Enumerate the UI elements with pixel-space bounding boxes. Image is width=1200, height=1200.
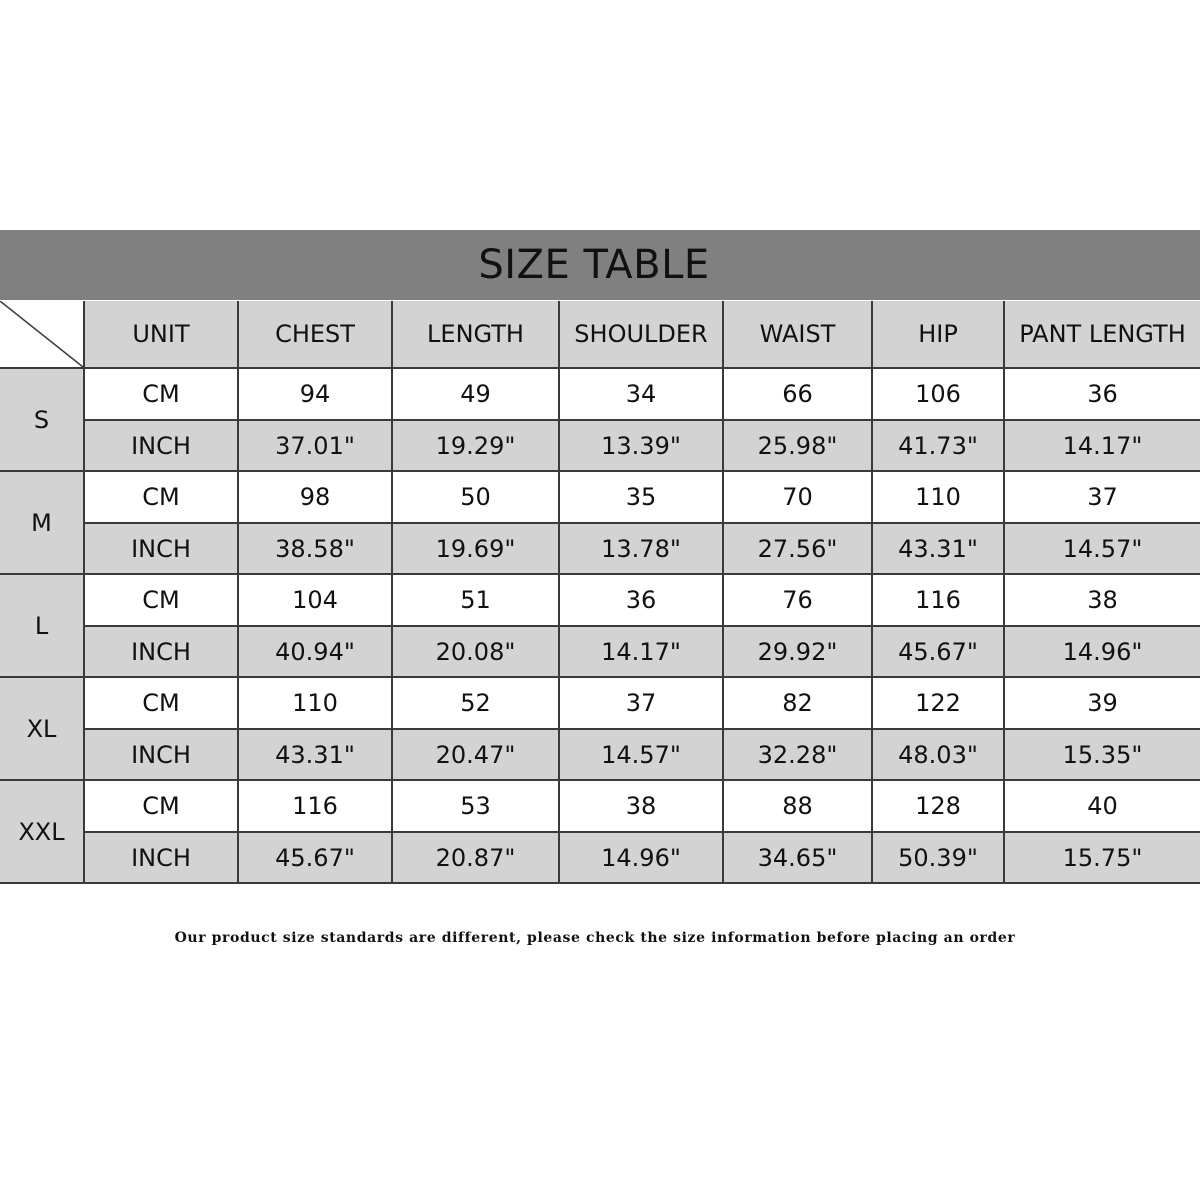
chest-cell: 40.94": [238, 626, 392, 677]
hip-cell: 50.39": [872, 832, 1004, 883]
waist-cell: 76: [723, 574, 872, 626]
hip-cell: 43.31": [872, 523, 1004, 574]
unit-cell: CM: [84, 574, 238, 626]
shoulder-cell: 13.39": [559, 420, 723, 471]
table-row: [0, 574, 1200, 626]
chest-cell: 116: [238, 780, 392, 832]
chest-cell: 43.31": [238, 729, 392, 780]
hip-cell: 122: [872, 677, 1004, 729]
table-row: [0, 729, 1200, 780]
table-row: [0, 677, 1200, 729]
length-cell: 20.08": [392, 626, 559, 677]
length-cell: 49: [392, 368, 559, 420]
length-cell: 51: [392, 574, 559, 626]
unit-cell: CM: [84, 471, 238, 523]
waist-cell: 32.28": [723, 729, 872, 780]
header-row: [0, 301, 1200, 368]
chest-cell: 110: [238, 677, 392, 729]
length-cell: 19.69": [392, 523, 559, 574]
unit-cell: CM: [84, 780, 238, 832]
shoulder-cell: 14.17": [559, 626, 723, 677]
unit-cell: INCH: [84, 832, 238, 883]
table-row: [0, 832, 1200, 883]
pant-length-cell: 14.96": [1004, 626, 1200, 677]
hip-cell: 45.67": [872, 626, 1004, 677]
unit-cell: INCH: [84, 729, 238, 780]
pant-length-cell: 15.75": [1004, 832, 1200, 883]
table-row: [0, 780, 1200, 832]
pant-length-cell: 40: [1004, 780, 1200, 832]
shoulder-cell: 13.78": [559, 523, 723, 574]
pant-length-cell: 38: [1004, 574, 1200, 626]
header-hip: HIP: [872, 301, 1004, 368]
waist-cell: 70: [723, 471, 872, 523]
hip-cell: 41.73": [872, 420, 1004, 471]
shoulder-cell: 37: [559, 677, 723, 729]
waist-cell: 82: [723, 677, 872, 729]
page-title: SIZE TABLE: [478, 242, 710, 288]
unit-cell: INCH: [84, 420, 238, 471]
hip-cell: 128: [872, 780, 1004, 832]
size-label: L: [0, 574, 84, 677]
waist-cell: 29.92": [723, 626, 872, 677]
diagonal-divider: [0, 301, 83, 367]
waist-cell: 27.56": [723, 523, 872, 574]
pant-length-cell: 14.57": [1004, 523, 1200, 574]
header-shoulder: SHOULDER: [559, 301, 723, 368]
length-cell: 19.29": [392, 420, 559, 471]
table-row: [0, 523, 1200, 574]
unit-cell: INCH: [84, 626, 238, 677]
length-cell: 20.47": [392, 729, 559, 780]
header-pant-length: PANT LENGTH: [1004, 301, 1200, 368]
size-label: M: [0, 471, 84, 574]
length-cell: 20.87": [392, 832, 559, 883]
length-cell: 52: [392, 677, 559, 729]
chest-cell: 94: [238, 368, 392, 420]
header-unit: UNIT: [84, 301, 238, 368]
chest-cell: 98: [238, 471, 392, 523]
shoulder-cell: 36: [559, 574, 723, 626]
header-waist: WAIST: [723, 301, 872, 368]
table-row: [0, 368, 1200, 420]
title-bar: [0, 230, 1200, 300]
size-label: XXL: [0, 780, 84, 883]
size-label: S: [0, 368, 84, 471]
hip-cell: 110: [872, 471, 1004, 523]
size-label: XL: [0, 677, 84, 780]
chest-cell: 37.01": [238, 420, 392, 471]
shoulder-cell: 14.96": [559, 832, 723, 883]
length-cell: 50: [392, 471, 559, 523]
shoulder-cell: 14.57": [559, 729, 723, 780]
unit-cell: CM: [84, 368, 238, 420]
pant-length-cell: 15.35": [1004, 729, 1200, 780]
waist-cell: 34.65": [723, 832, 872, 883]
table-row: [0, 420, 1200, 471]
length-cell: 53: [392, 780, 559, 832]
waist-cell: 66: [723, 368, 872, 420]
pant-length-cell: 37: [1004, 471, 1200, 523]
table-row: [0, 471, 1200, 523]
header-length: LENGTH: [392, 301, 559, 368]
unit-cell: INCH: [84, 523, 238, 574]
waist-cell: 88: [723, 780, 872, 832]
pant-length-cell: 14.17": [1004, 420, 1200, 471]
chest-cell: 38.58": [238, 523, 392, 574]
hip-cell: 116: [872, 574, 1004, 626]
pant-length-cell: 39: [1004, 677, 1200, 729]
waist-cell: 25.98": [723, 420, 872, 471]
hip-cell: 48.03": [872, 729, 1004, 780]
corner-cell: [0, 301, 84, 368]
header-chest: CHEST: [238, 301, 392, 368]
size-table: [0, 301, 1200, 884]
table-row: [0, 626, 1200, 677]
pant-length-cell: 36: [1004, 368, 1200, 420]
shoulder-cell: 34: [559, 368, 723, 420]
unit-cell: CM: [84, 677, 238, 729]
chest-cell: 45.67": [238, 832, 392, 883]
hip-cell: 106: [872, 368, 1004, 420]
shoulder-cell: 35: [559, 471, 723, 523]
size-note: Our product size standards are different, please check the size information before placing an order: [174, 930, 1016, 946]
chest-cell: 104: [238, 574, 392, 626]
shoulder-cell: 38: [559, 780, 723, 832]
